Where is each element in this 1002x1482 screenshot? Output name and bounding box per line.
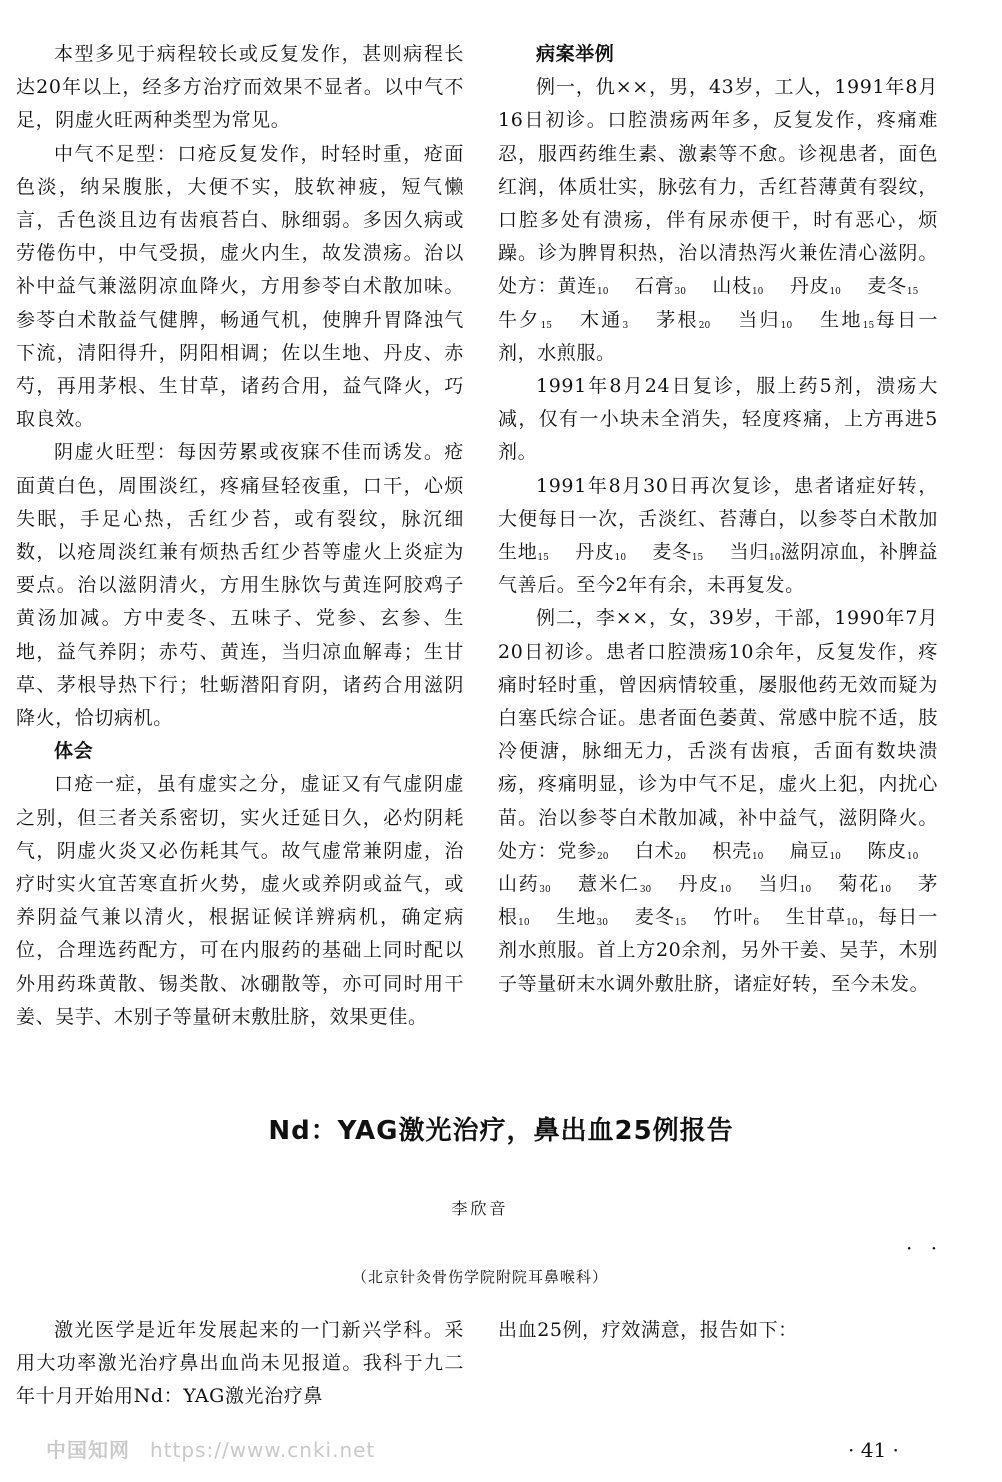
print-specks: · ·	[906, 1236, 944, 1260]
herb-dose: 30	[539, 885, 551, 896]
case-1-prescription	[498, 275, 938, 330]
herb-item	[738, 309, 792, 331]
herb-dose: 10	[906, 851, 919, 862]
herb-name: 扁豆	[789, 839, 830, 862]
paragraph: 中气不足型：口疮反复发作，时轻时重，疮面色淡，纳呆腹胀，大便不实，肢软神疲，短气懒言，舌色淡且边有齿痕苔白、脉细弱。多因久病或劳倦伤中，中气受损，虚火内生，故发溃疡。治以补中益气兼滋阴凉血降火，方用参苓白术散加味。参苓白术散益气健脾，畅通气机，使脾升胃降浊气下流，清阳得升，阴阳相调；佐以生地、丹皮、赤芍，再用茅根、生甘草，诸药合用，益气降火，巧取良效。	[16, 142, 464, 431]
herb-dose: 15	[674, 918, 687, 929]
herb-name: 生地	[498, 541, 538, 564]
herb-name: 当归	[729, 541, 770, 564]
case-1-paragraph	[498, 71, 938, 370]
herb-dose: 10	[846, 918, 858, 929]
herb-name: 枳壳	[712, 839, 752, 862]
paragraph: 本型多见于病程较长或反复发作，甚则病程长达20年以上，经多方治疗而效果不显者。以中气不足，阴虚火旺两种类型为常见。	[16, 43, 464, 132]
herb-name: 麦冬	[652, 541, 692, 564]
watermark-brand: 中国知网	[46, 1438, 130, 1462]
herb-dose: 20	[674, 851, 686, 862]
paragraph: 阴虚火旺型：每因劳累或夜寐不佳而诱发。疮面黄白色，周围淡红，疼痛昼轻夜重，口干，心烦失眠，手足心热，舌红少苔，或有裂纹，脉沉细数，以疮周淡红兼有烦热舌红少苔等虚火上炎症为要点。治以滋阴清火，方用生脉饮与黄连阿胶鸡子黄汤加减。方中麦冬、五味子、党参、玄参、生地，益气养阴；赤芍、黄连，当归凉血解毒；生甘草、茅根导热下行；牡蛎潜阳育阴，诸药合用滋阴降火，恰切病机。	[16, 441, 464, 730]
section-heading: 病案举例	[536, 43, 615, 65]
article-body-right	[498, 1314, 938, 1347]
case-2-paragraph	[498, 602, 938, 1000]
herb-name: 丹皮	[678, 873, 720, 896]
herb-dose: 10	[769, 553, 781, 564]
herb-name: 党参	[557, 839, 597, 862]
herb-dose: 15	[862, 320, 875, 331]
followup-2-tail: 滋阴凉血，补脾益气善后。至今2年有余，未再复发。	[498, 541, 939, 597]
herb-dose: 10	[518, 918, 530, 929]
herb-name: 麦冬	[634, 906, 675, 929]
herb-name: 茅根	[656, 308, 699, 331]
herb-dose: 10	[719, 885, 732, 896]
herb-item	[498, 873, 551, 895]
herb-name: 黄连	[557, 275, 597, 298]
herb-dose: 10	[829, 287, 841, 298]
herb-item	[758, 873, 811, 895]
herb-item	[790, 840, 841, 862]
paragraph: 激光医学是近年发展起来的一门新兴学科。采用大功率激光治疗鼻出血尚未见报道。我科于九二年十月开始用Nd：YAG激光治疗鼻	[16, 1319, 464, 1408]
herb-name: 麦冬	[867, 275, 907, 298]
herb-item	[635, 275, 686, 297]
herb-dose: 15	[691, 553, 704, 564]
author-affiliation: （北京针灸骨伤学院附院耳鼻喉科）	[351, 1268, 608, 1286]
herb-name: 竹叶	[713, 906, 754, 929]
herb-name: 牛夕	[498, 308, 541, 331]
herb-item	[635, 840, 686, 862]
herb-item	[712, 840, 763, 862]
herb-dose: 30	[674, 287, 686, 298]
article-body-left	[16, 1314, 464, 1414]
herb-dose: 30	[639, 885, 652, 896]
herb-item	[557, 275, 608, 297]
herb-name: 当归	[758, 873, 800, 896]
herb-dose: 10	[799, 885, 812, 896]
paragraph: 出血25例，疗效满意，报告如下：	[498, 1319, 798, 1341]
author-name: 李欣音	[451, 1199, 509, 1218]
herb-name: 生地	[820, 308, 863, 331]
herb-dose: 20	[596, 851, 609, 862]
case-2-tail: ，每日一剂水煎服。首上方20余剂，另外干姜、吴芋，木别子等量研末水调外敷肚脐，诸症好转，至今未发。	[498, 906, 938, 995]
followup-2-prescription	[498, 541, 780, 563]
herb-item	[679, 873, 732, 895]
herb-dose: 15	[537, 553, 549, 564]
herb-item	[838, 873, 891, 895]
herb-dose: 10	[780, 320, 793, 331]
herb-dose: 15	[906, 287, 919, 298]
herb-name: 菊花	[838, 873, 880, 896]
herb-name: 石膏	[634, 275, 675, 298]
herb-item	[786, 906, 858, 928]
herb-dose: 6	[753, 918, 760, 929]
herb-item	[578, 873, 651, 895]
case-1-followup-1: 1991年8月24日复诊，服上药5剂，溃疡大减，仅有一小块未全消失，轻度疼痛，上方再进5剂。	[498, 375, 938, 464]
right-column	[498, 38, 938, 1001]
watermark	[46, 1434, 375, 1463]
herb-name: 陈皮	[867, 839, 907, 862]
herb-dose: 30	[596, 918, 608, 929]
herb-item	[867, 840, 918, 862]
herb-dose: 10	[596, 287, 609, 298]
herb-item	[498, 541, 549, 563]
herb-name: 木通	[579, 308, 623, 331]
herb-item	[713, 906, 759, 928]
herb-item	[557, 840, 608, 862]
paragraph: 口疮一症，虽有虚实之分，虚证又有气虚阴虚之别，但三者关系密切，实火迁延日久，必灼阴耗气，阴虚火炎又必伤耗其气。故气虚常兼阴虚，治疗时实火宜苦寒直折火势，虚火或养阴或益气，或养阴益气兼以清火，根据证候详辨病机，确定病位，合理选药配方，可在内服药的基础上同时配以外用药珠黄散、锡类散、冰硼散等，亦可同时用干姜、吴芋、木别子等量研末敷肚脐，效果更佳。	[16, 773, 464, 1028]
case-1-intro: 例一，仇××，男，43岁，工人，1991年8月16日初诊。口腔溃疡两年多，反复发作，疼痛难忍，服西药维生素、激素等不愈。诊视患者，面色红润，体质壮实，脉弦有力，舌红苔薄黄有裂纹，口腔多处有溃疡，伴有尿赤便干，时有恶心，烦躁。诊为脾胃积热，治以清热泻火兼佐清心滋阴。处方：	[498, 76, 938, 298]
herb-item	[580, 309, 628, 331]
herb-name: 山枝	[712, 275, 752, 298]
herb-item	[656, 309, 710, 331]
herb-name: 丹皮	[789, 275, 830, 298]
case-1-tail: 每日一剂，水煎服。	[498, 308, 939, 364]
herb-dose: 10	[751, 287, 764, 298]
herb-name: 丹皮	[575, 541, 615, 564]
followup-2-intro: 1991年8月30日再次复诊，患者诸症好转，大便每日一次，舌淡红、苔薄白，以参苓白术散加	[498, 474, 938, 530]
herb-name: 生地	[556, 906, 597, 929]
case-1-followup-2	[498, 470, 938, 603]
herb-name: 生甘草	[785, 906, 847, 929]
herb-item	[730, 541, 781, 563]
herb-item	[712, 275, 763, 297]
herb-item	[556, 906, 608, 928]
herb-item	[652, 541, 703, 563]
herb-dose: 10	[829, 851, 841, 862]
herb-item	[790, 275, 841, 297]
herb-name: 薏米仁	[577, 873, 640, 896]
herb-name: 山药	[498, 873, 540, 896]
herb-dose: 3	[622, 320, 629, 331]
herb-item	[498, 309, 552, 331]
left-column	[16, 38, 464, 1034]
herb-dose: 10	[751, 851, 764, 862]
herb-dose: 10	[879, 885, 892, 896]
herb-dose: 20	[698, 320, 711, 331]
section-heading: 体会	[54, 740, 94, 763]
article-title: Nd：YAG激光治疗，鼻出血25例报告	[268, 1116, 734, 1146]
herb-name: 当归	[738, 308, 781, 331]
case-2-intro: 例二，李××，女，39岁，干部，1990年7月20日初诊。患者口腔溃疡10余年，反复发作，疼痛时轻时重，曾因病情较重，屡服他药无效而疑为白塞氏综合证。患者面色萎黄、常感中脘不适，肢冷便溏，脉细无力，舌淡有齿痕，舌面有数块溃疡，疼痛明显，诊为中气不足，虚火上犯，内扰心苗。治以参苓白术散加减，补中益气，滋阴降火。处方：	[498, 607, 938, 862]
page-number: · 41 ·	[848, 1438, 899, 1462]
watermark-url: https://www.cnki.net	[150, 1438, 376, 1462]
herb-name: 白术	[634, 839, 675, 862]
herb-item	[635, 906, 687, 928]
herb-item	[575, 541, 626, 563]
herb-item	[820, 309, 874, 331]
herb-name: 茅根	[498, 873, 938, 929]
herb-dose: 15	[540, 320, 553, 331]
herb-dose: 10	[614, 553, 627, 564]
herb-item	[867, 275, 918, 297]
